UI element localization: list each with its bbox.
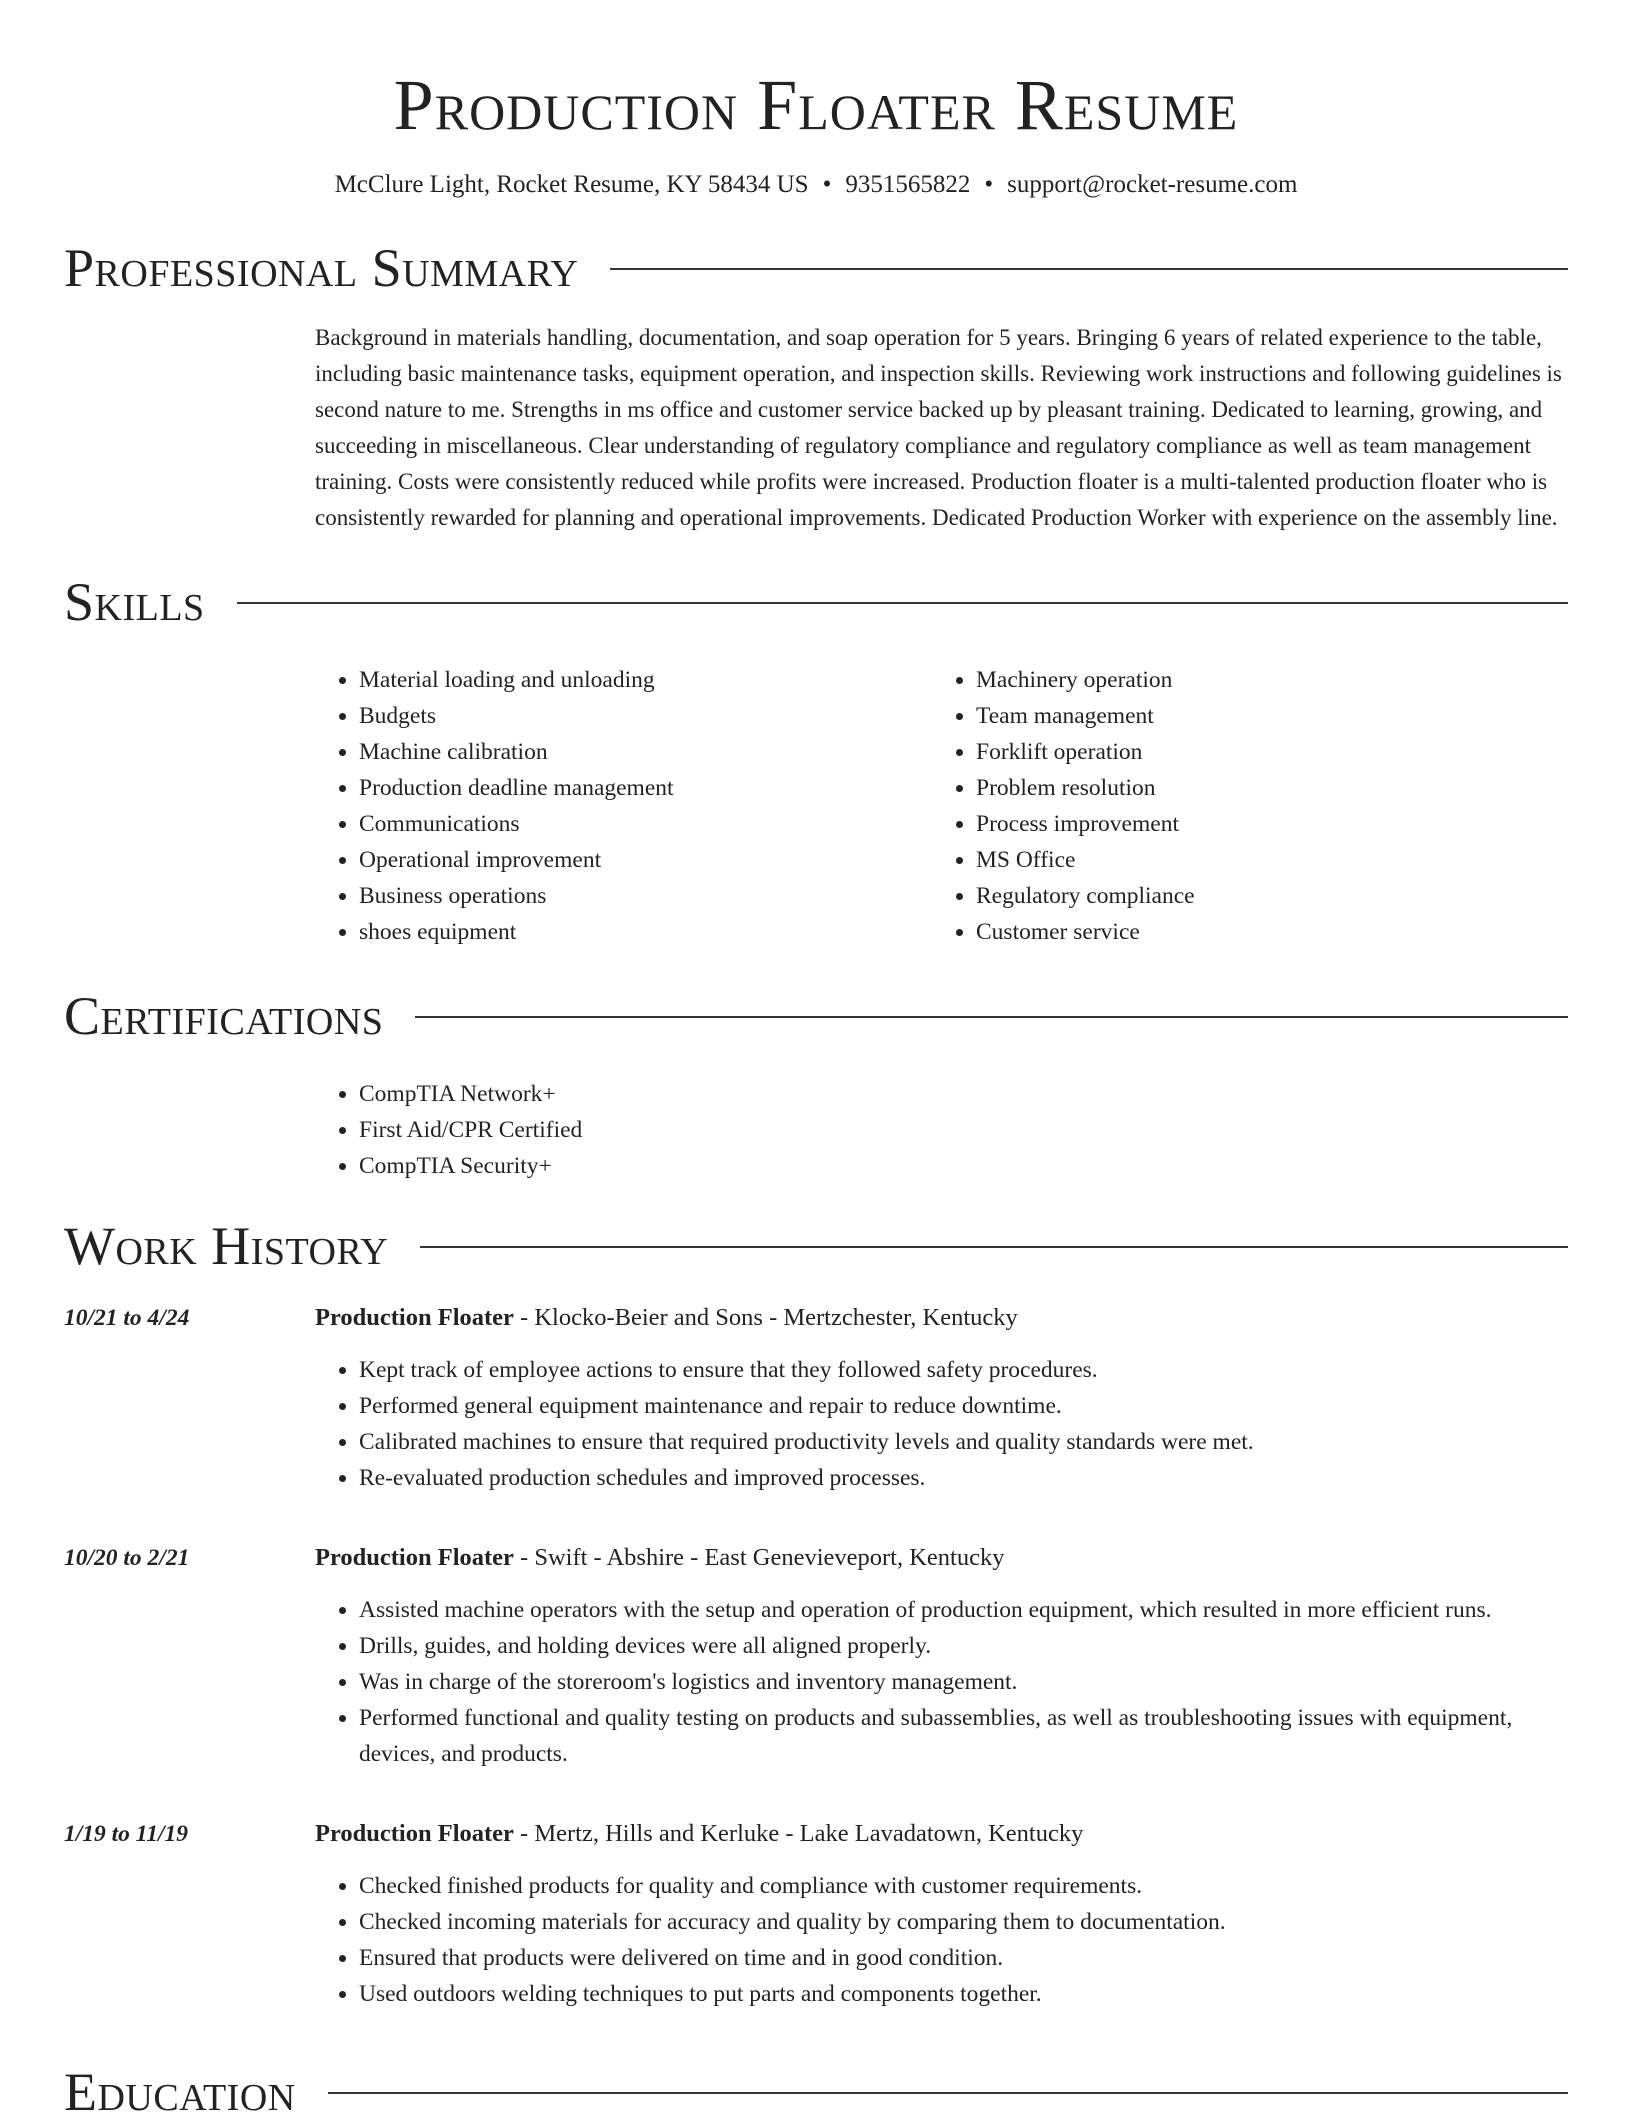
- summary-text: Background in materials handling, documentation, and soap operation for 5 years. Bringing 6 years of related experience to the table, including basic maintenance tasks, equipment operation, and inspection skills. Reviewing work instructions and following guidelines is second nature to me. Strengths in ms office and customer service backed up by pleasant training. Dedicated to learning, growing, and succeeding in miscellaneous. Clear understanding of regulatory compliance and regulatory compliance as well as team management training. Costs were consistently reduced while profits were increased. Production floater is a multi-talented production floater who is consistently rewarded for planning and operational improvements. Dedicated Production Worker with experience on the assembly line.: [315, 325, 1562, 530]
- job-dates: 10/20 to 2/21: [64, 1545, 190, 1571]
- resume-title: Production Floater Resume: [393, 65, 1239, 145]
- job-bullet: • Calibrated machines to ensure that required productivity levels and quality standards were met.: [359, 1424, 1568, 1460]
- skill-item: • Process improvement: [976, 806, 1549, 842]
- summary-heading: Professional Summary: [64, 238, 579, 298]
- work-section-header: [64, 1214, 1568, 1278]
- skill-item: • Machine calibration: [359, 734, 932, 770]
- skills-section: [315, 662, 1568, 950]
- contact-email: support@rocket-resume.com: [1007, 171, 1298, 198]
- job-bullet: • Checked incoming materials for accuracy and quality by comparing them to documentation.: [359, 1904, 1568, 1940]
- skill-item: • Problem resolution: [976, 770, 1549, 806]
- education-heading: Education: [64, 2062, 296, 2122]
- job-bullet: • Re-evaluated production schedules and improved processes.: [359, 1460, 1568, 1496]
- job-entry: [64, 1816, 1568, 2036]
- job-bullet: • Checked finished products for quality and compliance with customer requirements.: [359, 1868, 1568, 1904]
- job-title: Production Floater: [315, 1304, 514, 1331]
- job-bullet: • Assisted machine operators with the setup and operation of production equipment, which resulted in more efficient runs.: [359, 1592, 1568, 1628]
- work-heading: Work History: [64, 1216, 389, 1276]
- education-section-header: [64, 2060, 1568, 2124]
- contact-separator: •: [822, 171, 832, 198]
- skills-list-left: [315, 662, 932, 950]
- job-dates: 1/19 to 11/19: [64, 1821, 189, 1847]
- work-section: [64, 1300, 1568, 2036]
- job-details: - Klocko-Beier and Sons - Mertzchester, Kentucky: [513, 1304, 1018, 1331]
- job-bullet: • Was in charge of the storeroom's logistics and inventory management.: [359, 1664, 1568, 1700]
- job-title-line: [315, 1540, 1568, 1576]
- job-bullets: [315, 1352, 1568, 1496]
- section-divider: [415, 1016, 1568, 1018]
- skill-item: • MS Office: [976, 842, 1549, 878]
- job-title: Production Floater: [315, 1820, 514, 1847]
- job-bullets: [315, 1868, 1568, 2012]
- skill-item: • Operational improvement: [359, 842, 932, 878]
- skills-heading: Skills: [64, 572, 205, 632]
- job-details: - Mertz, Hills and Kerluke - Lake Lavadatown, Kentucky: [513, 1820, 1084, 1847]
- section-divider: [420, 1246, 1568, 1248]
- job-dates: 10/21 to 4/24: [64, 1305, 190, 1331]
- job-title-line: [315, 1816, 1568, 1852]
- job-bullet: • Ensured that products were delivered on time and in good condition.: [359, 1940, 1568, 1976]
- certifications-section-header: [64, 984, 1568, 1048]
- job-bullet: • Performed general equipment maintenance and repair to reduce downtime.: [359, 1388, 1568, 1424]
- certifications-section: [315, 1076, 1568, 1184]
- skill-item: • Business operations: [359, 878, 932, 914]
- skill-item: • Team management: [976, 698, 1549, 734]
- job-main: [315, 1300, 1568, 1520]
- certifications-list: [315, 1076, 1568, 1184]
- skill-item: • Communications: [359, 806, 932, 842]
- resume-page: [64, 0, 1568, 2124]
- skill-item: • shoes equipment: [359, 914, 932, 950]
- job-entry: [64, 1540, 1568, 1796]
- skill-item: • Budgets: [359, 698, 932, 734]
- certifications-heading: Certifications: [64, 986, 384, 1046]
- skill-item: • Regulatory compliance: [976, 878, 1549, 914]
- skills-list-right: [932, 662, 1549, 950]
- skill-item: • Machinery operation: [976, 662, 1549, 698]
- certification-item: • CompTIA Security+: [359, 1148, 1568, 1184]
- skill-item: • Customer service: [976, 914, 1549, 950]
- skill-item: • Production deadline management: [359, 770, 932, 806]
- skills-section-header: [64, 570, 1568, 634]
- contact-line: [64, 168, 1568, 202]
- job-main: [315, 1816, 1568, 2036]
- contact-phone: 9351565822: [845, 171, 971, 198]
- job-title: Production Floater: [315, 1544, 514, 1571]
- job-bullet: • Drills, guides, and holding devices were all aligned properly.: [359, 1628, 1568, 1664]
- job-bullet: • Performed functional and quality testing on products and subassemblies, as well as troubleshooting issues with equipment, devices, and products.: [359, 1700, 1568, 1772]
- skill-item: • Forklift operation: [976, 734, 1549, 770]
- certification-item: • CompTIA Network+: [359, 1076, 1568, 1112]
- job-title-line: [315, 1300, 1568, 1336]
- job-bullet: • Kept track of employee actions to ensure that they followed safety procedures.: [359, 1352, 1568, 1388]
- job-bullets: [315, 1592, 1568, 1772]
- contact-address: McClure Light, Rocket Resume, KY 58434 US: [334, 171, 809, 198]
- contact-separator: •: [984, 171, 994, 198]
- job-main: [315, 1540, 1568, 1796]
- summary-section-header: [64, 236, 1568, 300]
- skill-item: • Material loading and unloading: [359, 662, 932, 698]
- job-entry: [64, 1300, 1568, 1520]
- certification-item: • First Aid/CPR Certified: [359, 1112, 1568, 1148]
- summary-section: [315, 320, 1568, 536]
- job-details: - Swift - Abshire - East Genevieveport, Kentucky: [513, 1544, 1005, 1571]
- section-divider: [610, 268, 1568, 270]
- section-divider: [237, 602, 1568, 604]
- job-bullet: • Used outdoors welding techniques to put parts and components together.: [359, 1976, 1568, 2012]
- section-divider: [328, 2092, 1568, 2094]
